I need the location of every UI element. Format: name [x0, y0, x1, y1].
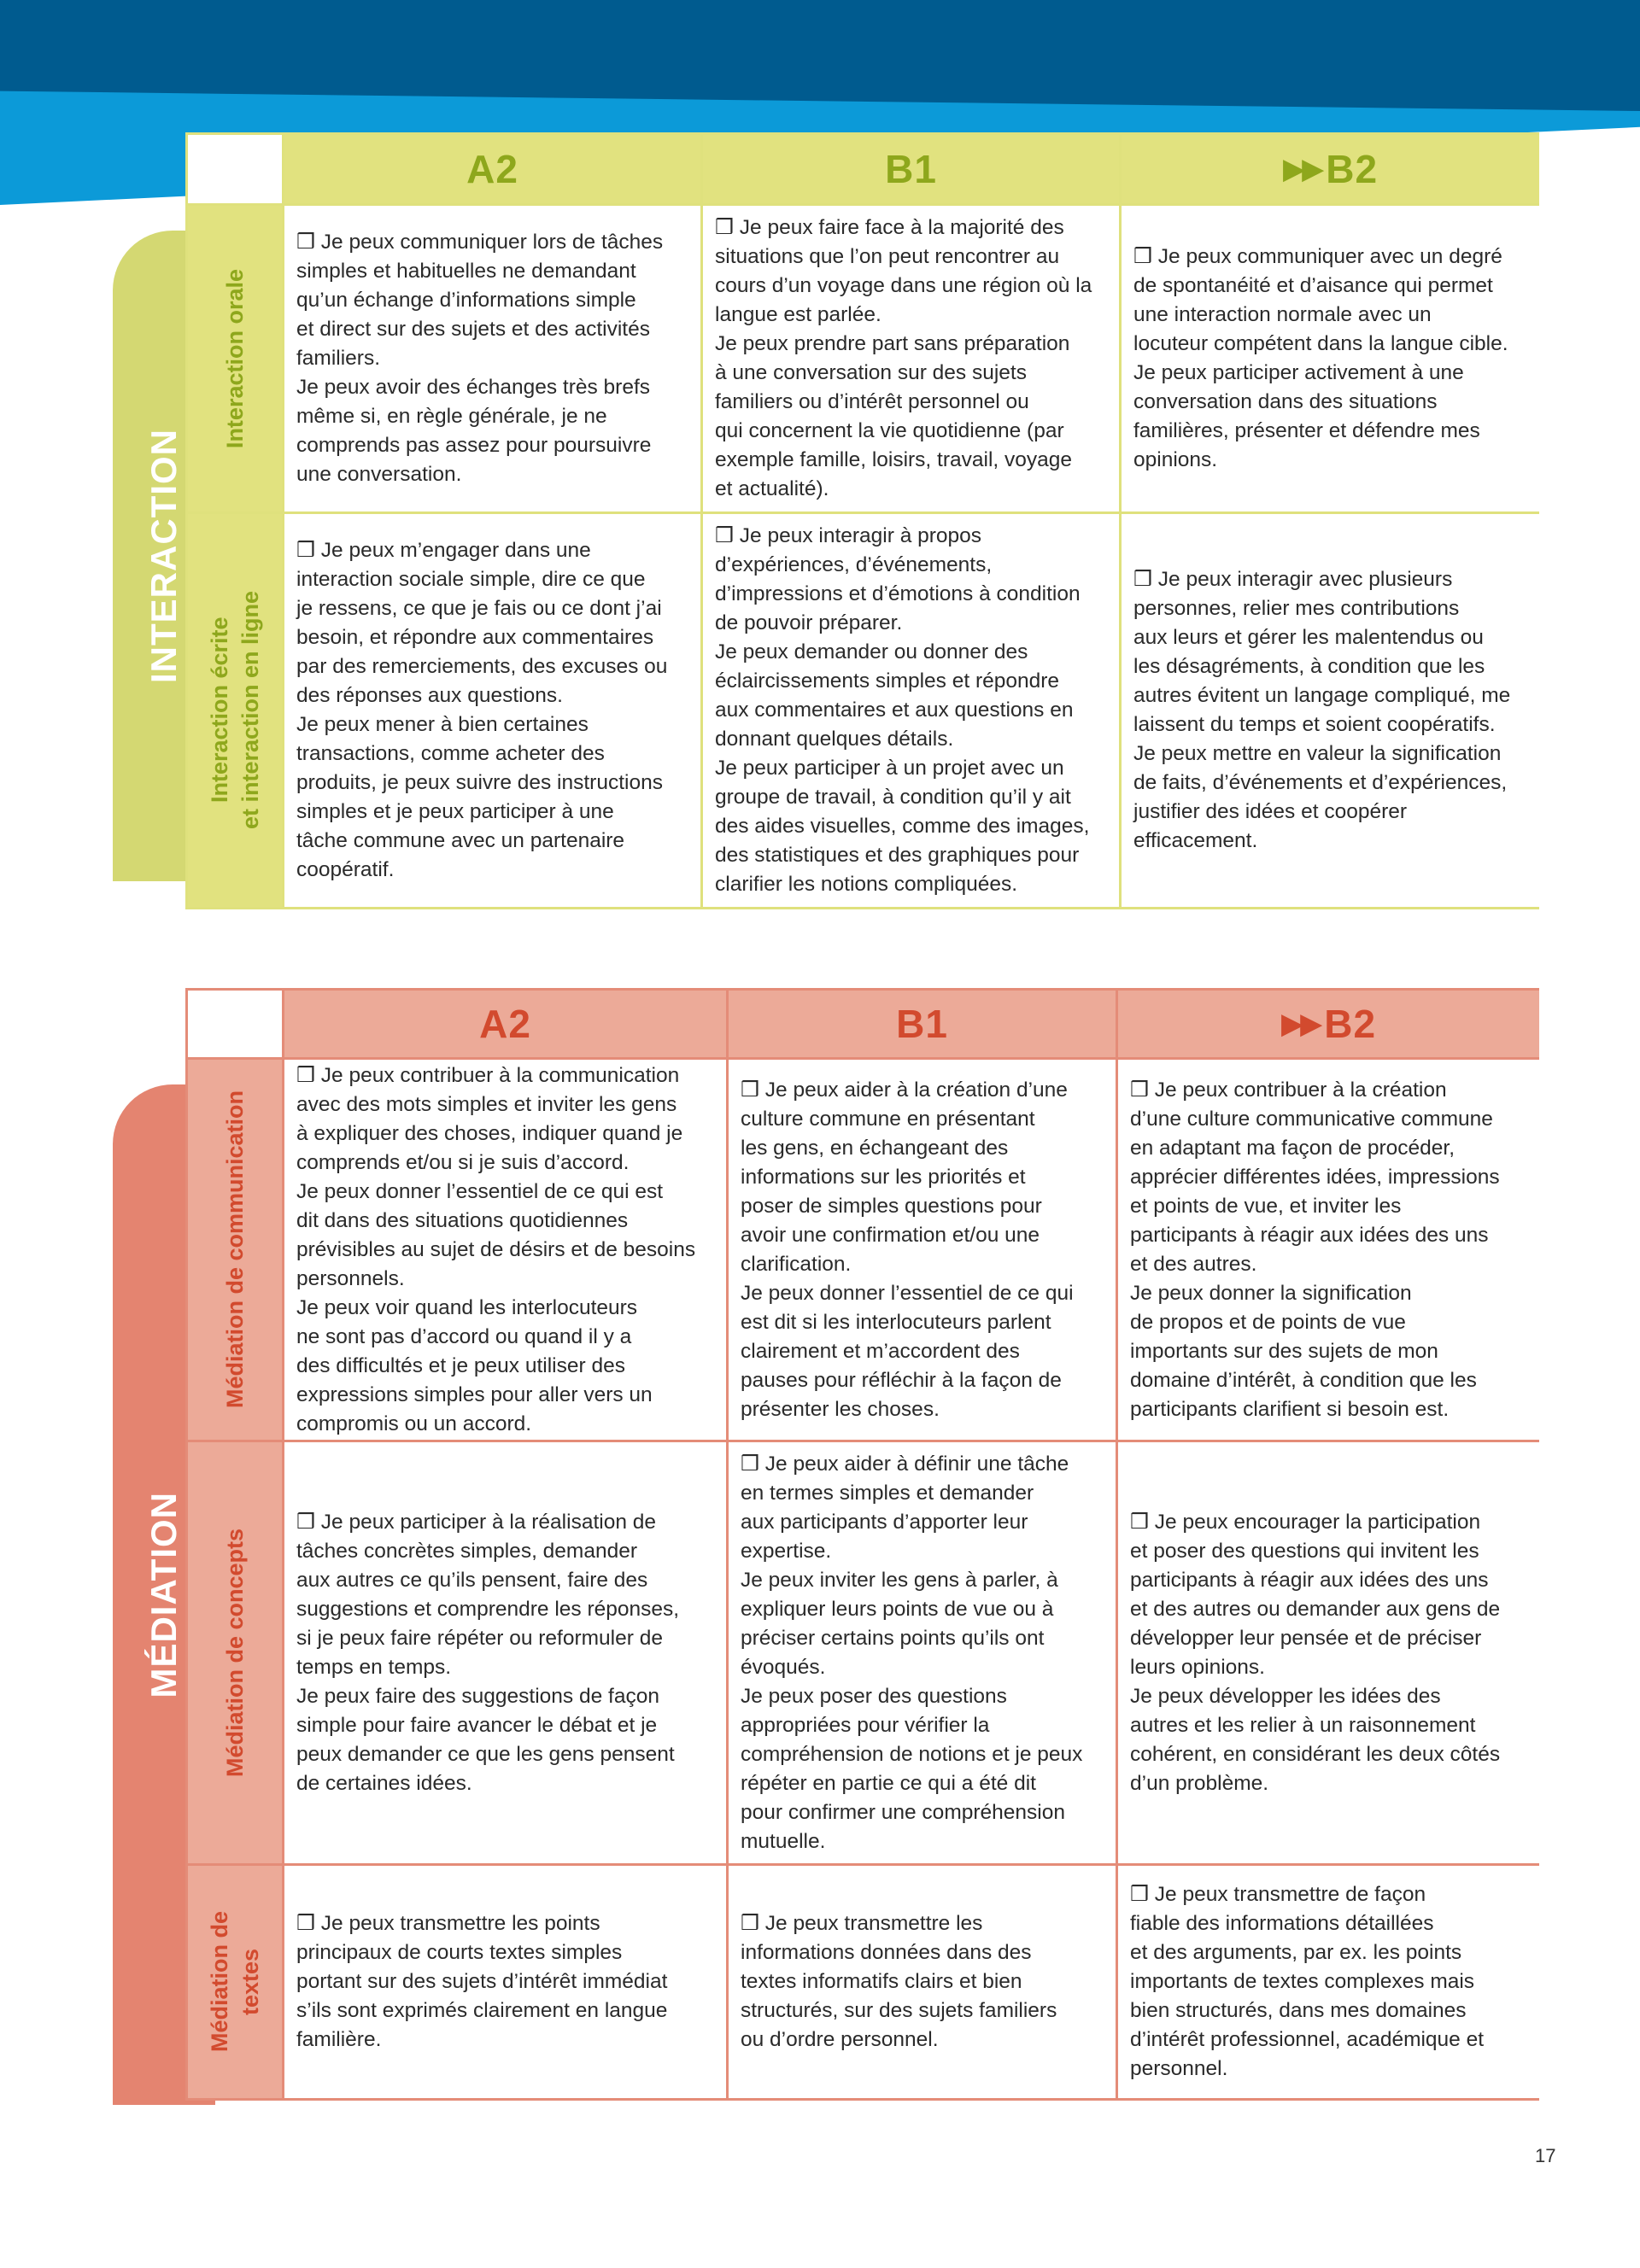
- double-arrow-icon: ▶▶: [1280, 1008, 1320, 1040]
- row-label-interaction-orale: Interaction orale: [188, 206, 282, 511]
- descriptor-cell: ❒ Je peux encourager la participation et poser des questions qui invitent les participants à réagir aux idées des uns et des autres ou demander aux gens de développer leur pensée et de préciser leurs opinions. Je peux développer les idées des autres et les relier à un raisonnement cohérent, en considérant les deux côtés d’un problème.: [1118, 1442, 1539, 1863]
- descriptor-cell: ❒ Je peux transmettre de façon fiable des informations détaillées et des arguments, par ex. les points importants de textes complexes mais bien structurés, dans mes domaines d’intérêt professionnel, académique et personnel.: [1118, 1866, 1539, 2098]
- descriptor-cell: ❒ Je peux transmettre les points principaux de courts textes simples portant sur des sujets d’intérêt immédiat s’ils sont exprimés clairement en langue familière.: [284, 1866, 726, 2098]
- level-header-b2: ▶▶ B2: [1118, 991, 1539, 1057]
- descriptor-cell: ❒ Je peux contribuer à la création d’une culture communicative commune en adaptant ma façon de procéder, apprécier différentes idées, impressions et points de vue, et inviter les participants à réagir aux idées des uns et des autres. Je peux donner la signification de propos et de points de vue importants sur des sujets de mon domaine d’intérêt, à condition que les participants clarifient si besoin est.: [1118, 1060, 1539, 1440]
- level-header-b2: ▶▶ B2: [1122, 135, 1539, 203]
- descriptor-cell: ❒ Je peux aider à définir une tâche en termes simples et demander aux participants d’apporter leur expertise. Je peux inviter les gens à parler, à expliquer leurs points de vue ou à préciser certains points qu’ils ont évoqués. Je peux poser des questions appropriées pour vérifier la compréhension de notions et je peux répéter en partie ce qui a été dit pour confirmer une compréhension mutuelle.: [729, 1442, 1116, 1863]
- double-arrow-icon: ▶▶: [1282, 153, 1321, 185]
- descriptor-cell: ❒ Je peux communiquer lors de tâches simples et habituelles ne demandant qu’un échange d’informations simple et direct sur des sujets et des activités familiers. Je peux avoir des échanges très brefs même si, en règle générale, je ne comprends pas assez pour poursuivre une conversation.: [284, 206, 700, 511]
- mediation-table: [185, 988, 1539, 2101]
- descriptor-cell: ❒ Je peux interagir à propos d’expériences, d’événements, d’impressions et d’émotions à condition de pouvoir préparer. Je peux demander ou donner des éclaircissements simples et répondre aux commentaires et aux questions en donnant quelques détails. Je peux participer à un projet avec un groupe de travail, à condition qu’il y ait des aides visuelles, comme des images, des statistiques et des graphiques pour clarifier les notions compliquées.: [703, 514, 1119, 907]
- row-label-interaction-ecrite: Interaction écrite et interaction en ligne: [188, 514, 282, 907]
- descriptor-cell: ❒ Je peux aider à la création d’une culture commune en présentant les gens, en échangeant des informations sur les priorités et poser de simples questions pour avoir une confirmation et/ou une clarification. Je peux donner l’essentiel de ce qui est dit si les interlocuteurs parlent clairement et m’accordent des pauses pour réfléchir à la façon de présenter les choses.: [729, 1060, 1116, 1440]
- descriptor-cell: ❒ Je peux communiquer avec un degré de spontanéité et d’aisance qui permet une interaction normale avec un locuteur compétent dans la langue cible. Je peux participer activement à une conversation dans des situations familières, présenter et défendre mes opinions.: [1122, 206, 1539, 511]
- descriptor-cell: ❒ Je peux transmettre les informations données dans des textes informatifs clairs et bien structurés, sur des sujets familiers ou d’ordre personnel.: [729, 1866, 1116, 2098]
- table-corner: [188, 991, 282, 1057]
- row-label-mediation-communication: Médiation de communication: [188, 1060, 282, 1440]
- descriptor-cell: ❒ Je peux contribuer à la communication avec des mots simples et inviter les gens à expliquer des choses, indiquer quand je comprends et/ou si je suis d’accord. Je peux donner l’essentiel de ce qui est dit dans des situations quotidiennes prévisibles au sujet de désirs et de besoins personnels. Je peux voir quand les interlocuteurs ne sont pas d’accord ou quand il y a des difficultés et je peux utiliser des expressions simples pour aller vers un compromis ou un accord.: [284, 1060, 726, 1440]
- descriptor-cell: ❒ Je peux faire face à la majorité des situations que l’on peut rencontrer au cours d’un voyage dans une région où la langue est parlée. Je peux prendre part sans préparation à une conversation sur des sujets familiers ou d’intérêt personnel ou qui concernent la vie quotidienne (par exemple famille, loisirs, travail, voyage et actualité).: [703, 206, 1119, 511]
- page-number: 17: [1535, 2145, 1556, 2166]
- row-label-mediation-textes: Médiation de textes: [188, 1866, 282, 2098]
- descriptor-cell: ❒ Je peux participer à la réalisation de tâches concrètes simples, demander aux autres ce qu’ils pensent, faire des suggestions et comprendre les réponses, si je peux faire répéter ou reformuler de temps en temps. Je peux faire des suggestions de façon simple pour faire avancer le débat et je peux demander ce que les gens pensent de certaines idées.: [284, 1442, 726, 1863]
- level-header-b1: B1: [729, 991, 1116, 1057]
- level-header-a2: A2: [284, 991, 726, 1057]
- row-label-mediation-concepts: Médiation de concepts: [188, 1442, 282, 1863]
- table-corner: [188, 135, 282, 203]
- level-header-a2: A2: [284, 135, 700, 203]
- interaction-section-label: INTERACTION: [144, 429, 184, 683]
- mediation-section-label: MÉDIATION: [144, 1491, 184, 1698]
- interaction-table: [185, 132, 1539, 909]
- descriptor-cell: ❒ Je peux interagir avec plusieurs personnes, relier mes contributions aux leurs et gérer les malentendus ou les désagréments, à condition que les autres évitent un langage compliqué, me laissent du temps et soient coopératifs. Je peux mettre en valeur la signification de faits, d’événements et d’expériences, justifier des idées et coopérer efficacement.: [1122, 514, 1539, 907]
- level-header-b1: B1: [703, 135, 1119, 203]
- descriptor-cell: ❒ Je peux m’engager dans une interaction sociale simple, dire ce que je ressens, ce que je fais ou ce dont j’ai besoin, et répondre aux commentaires par des remerciements, des excuses ou des réponses aux questions. Je peux mener à bien certaines transactions, comme acheter des produits, je peux suivre des instructions simples et je peux participer à une tâche commune avec un partenaire coopératif.: [284, 514, 700, 907]
